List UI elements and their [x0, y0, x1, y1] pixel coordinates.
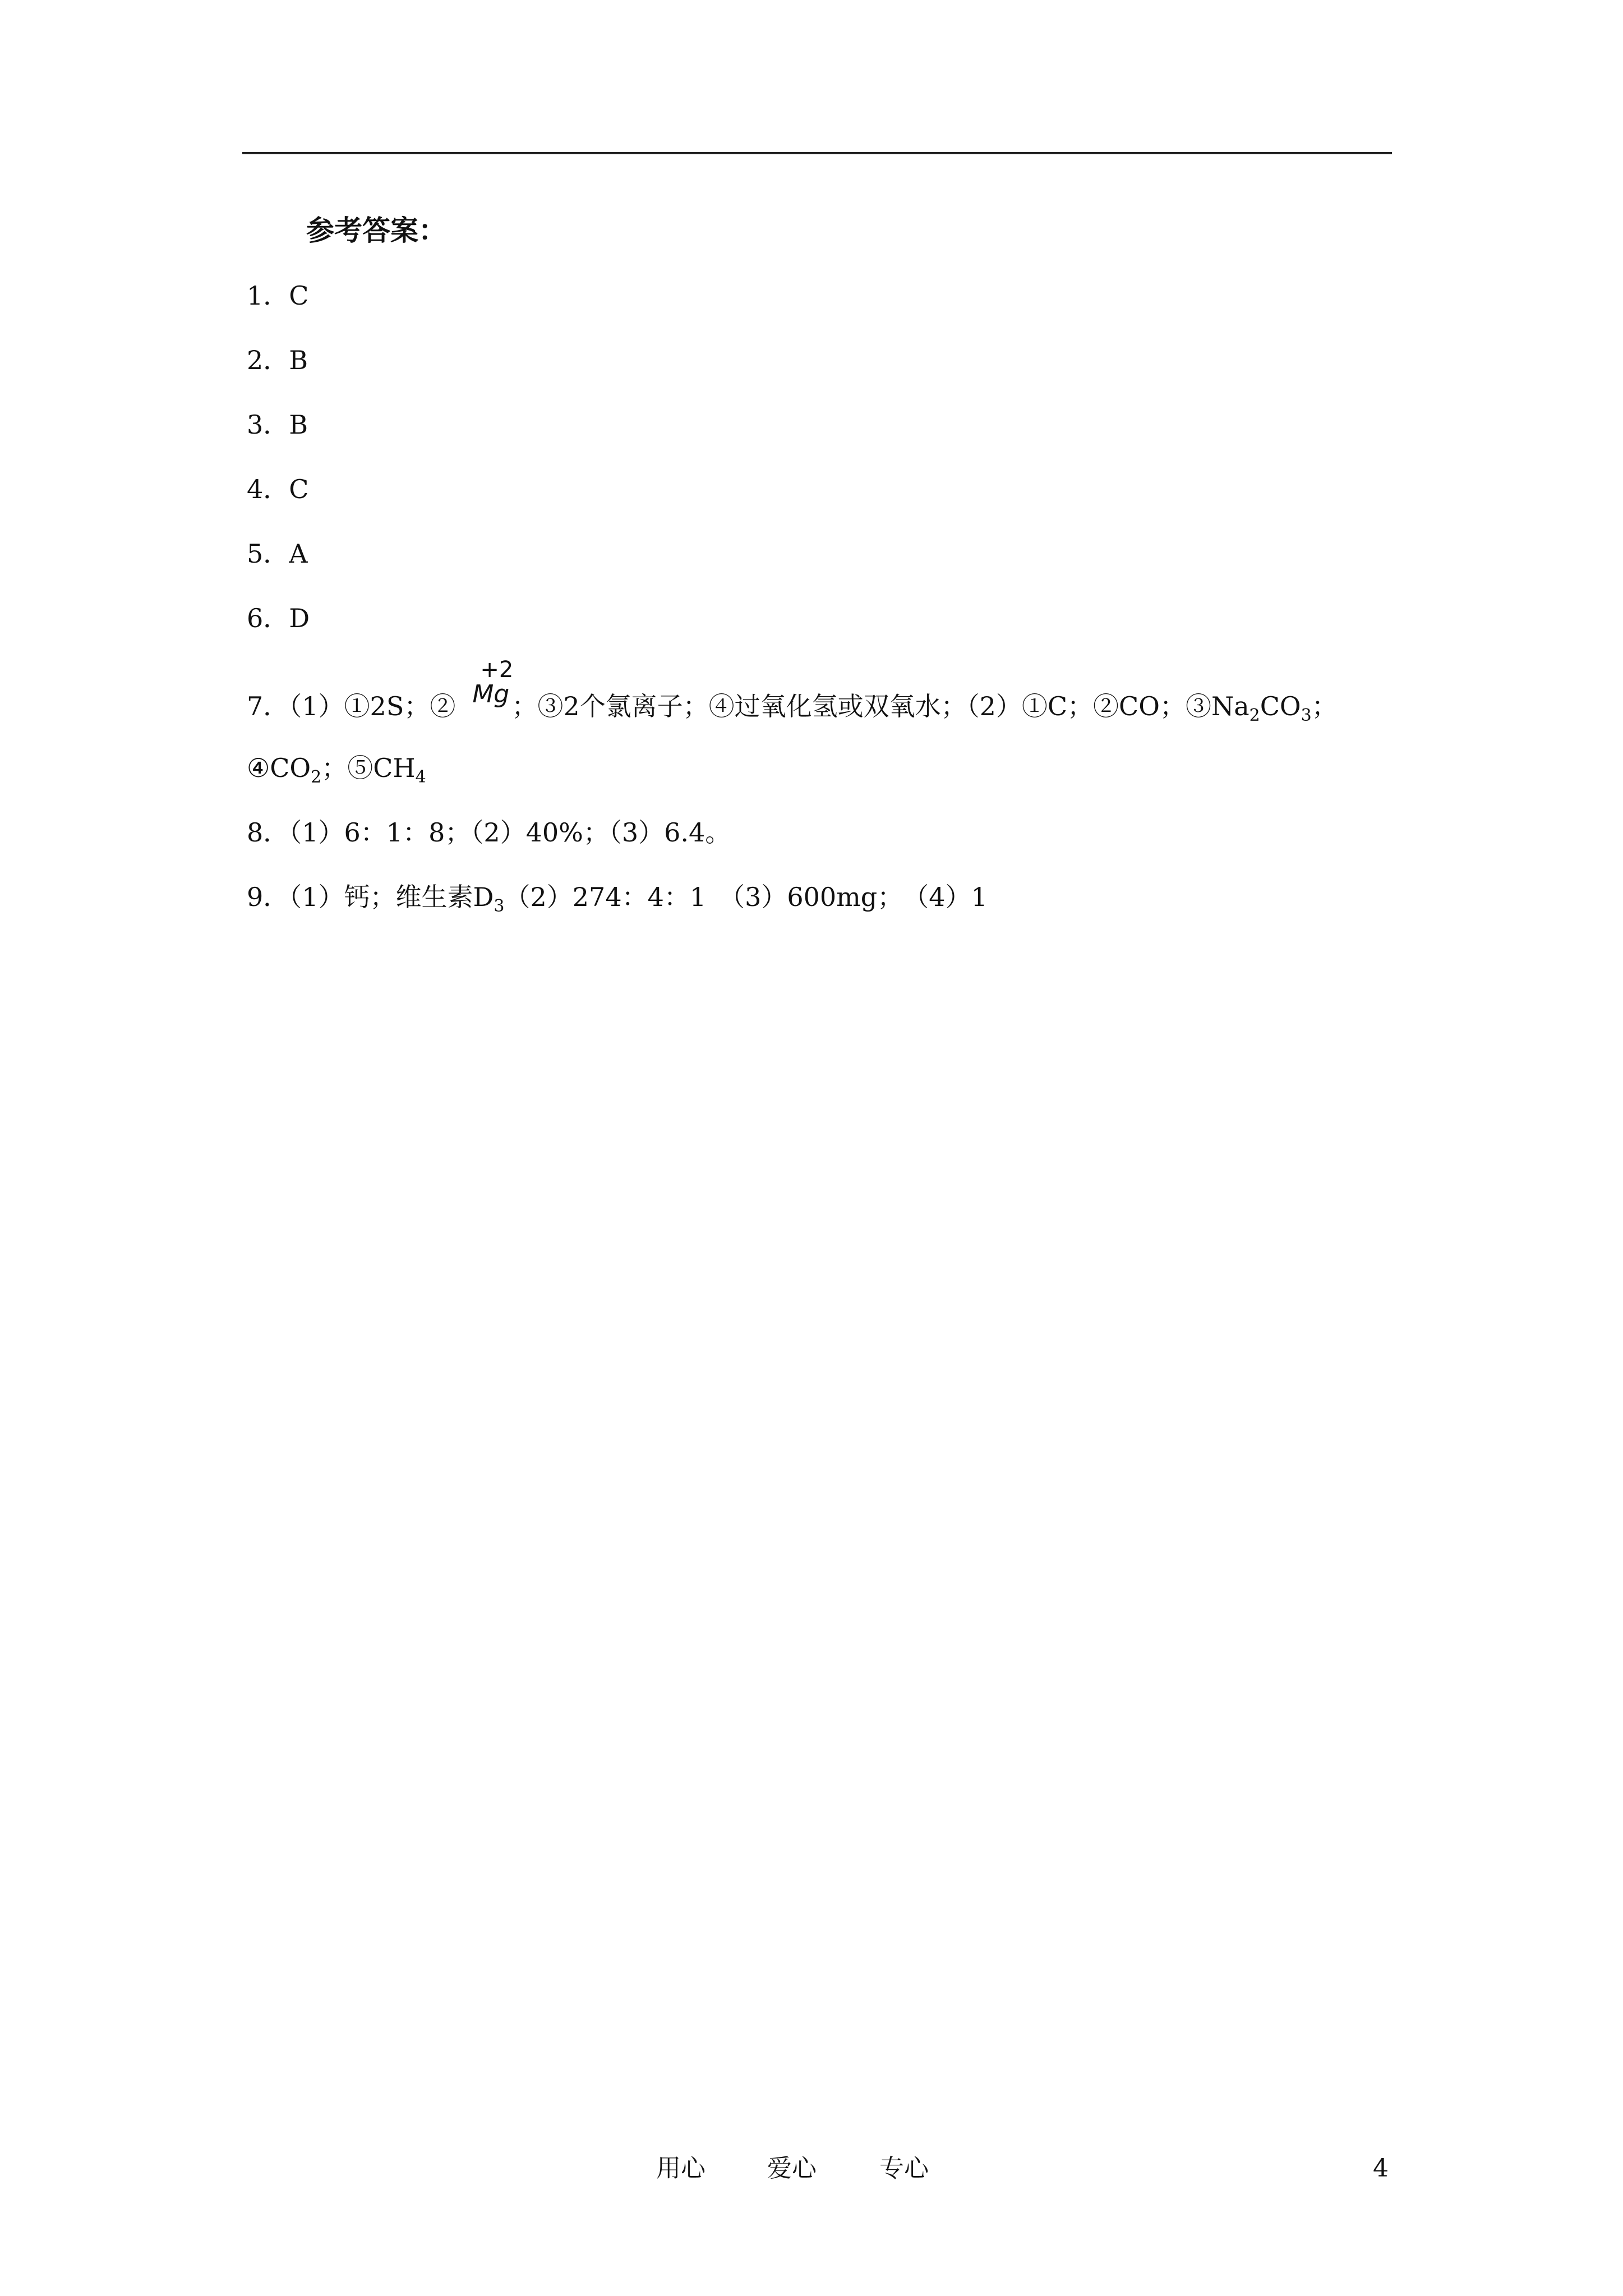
answer-7-part-2: ；③2个氯离子；④过氧化氢或双氧水；（2）①C；②CO；③Na [511, 691, 1249, 721]
mg-valence-symbol [455, 657, 514, 725]
answer-7-ch4: ；⑤CH [321, 753, 416, 783]
answer-7-part-1: （1）①2S；② [289, 691, 456, 721]
subscript: 4 [415, 767, 426, 787]
footer-text-2: 爱心 [767, 2154, 817, 2183]
answer-7-line-2 [247, 749, 426, 786]
answer-7-part-3: CO [1260, 691, 1301, 721]
answer-7-line-1 [247, 657, 1338, 725]
page-number: 4 [1373, 2154, 1389, 2183]
answer-7-co2: ④CO [247, 753, 311, 783]
answer-6: 6．D [247, 603, 310, 633]
subscript: 3 [1301, 706, 1312, 725]
answer-7-part-4: ； [1311, 691, 1338, 721]
subscript: 3 [494, 896, 505, 916]
footer-text-3: 专心 [879, 2154, 929, 2183]
answer-8: 8．（1）6：1：8；（2）40%；（3）6.4。 [247, 817, 731, 848]
footer-text-1: 用心 [656, 2154, 706, 2183]
answer-7-number: 7． [247, 691, 289, 721]
subscript: 2 [311, 767, 322, 787]
answer-9 [247, 878, 988, 915]
answer-5: 5．A [247, 539, 308, 569]
answer-9-part-1: 9．（1）钙；维生素D [247, 882, 494, 912]
valence-label: +2 [480, 657, 514, 683]
answer-1: 1．C [247, 280, 309, 311]
answer-4: 4．C [247, 474, 309, 504]
answer-3: 3．B [247, 409, 308, 440]
answer-2: 2．B [247, 345, 308, 375]
header-rule [242, 152, 1392, 154]
element-symbol: Mg [472, 680, 510, 708]
answer-9-part-2: （2）274：4：1 （3）600mg； （4）1 [504, 882, 988, 912]
answer-key-title: 参考答案： [306, 214, 446, 247]
subscript: 2 [1249, 706, 1260, 725]
